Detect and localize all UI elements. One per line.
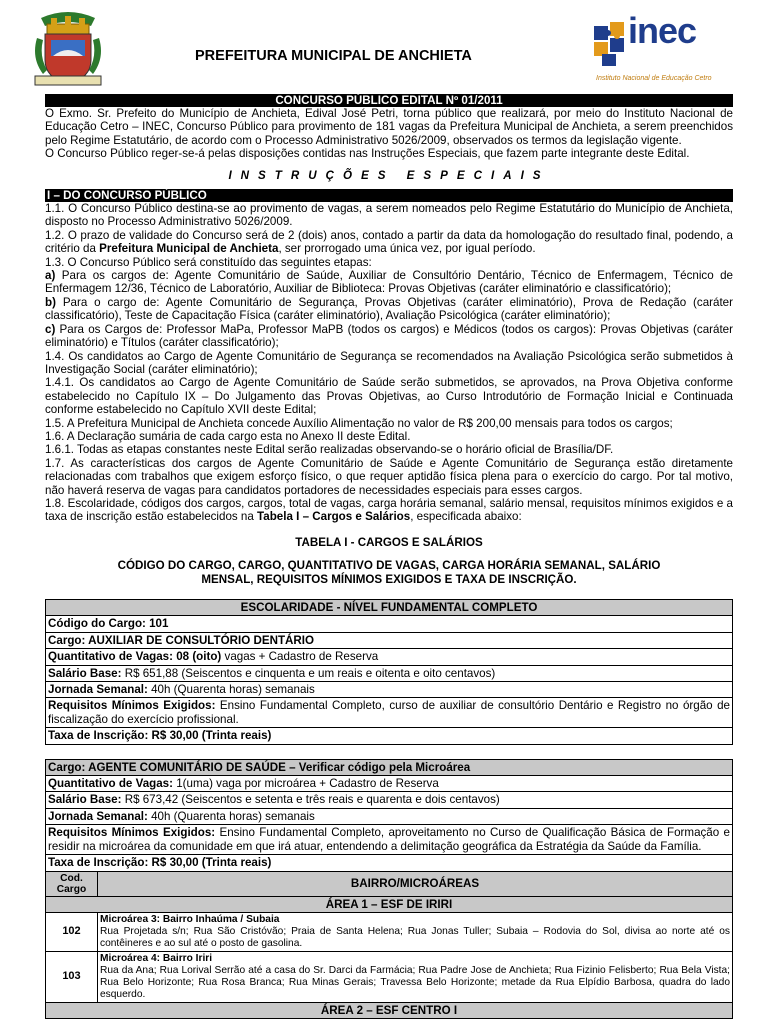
cargo-name: Cargo: AUXILIAR DE CONSULTÓRIO DENTÁRIO [46, 632, 733, 648]
cargo-table-101 [45, 599, 733, 745]
escolaridade-header: ESCOLARIDADE - NÍVEL FUNDAMENTAL COMPLETO [46, 600, 733, 616]
table-row [46, 698, 733, 728]
item-b: b) Para o cargo de: Agente Comunitário de Segurança, Provas Objetivas (caráter eliminatório), Prova de Redação (caráter classificatório), Teste de Capacitação Física (caráter eliminatório), Avaliação Psicológica (caráter eliminatório); [45, 295, 733, 323]
table-row [46, 825, 733, 855]
table-header-row [46, 600, 733, 616]
table-row [46, 632, 733, 648]
item-1-6: 1.6. A Declaração sumária de cada cargo esta no Anexo II deste Edital. [45, 429, 411, 443]
salario-base: Salário Base: R$ 651,88 (Seiscentos e cinquenta e um reais e oitenta e oito centavos) [46, 665, 733, 681]
jornada-semanal: Jornada Semanal: 40h (Quarenta horas) semanais [46, 808, 733, 824]
document-header [45, 0, 733, 94]
section-1-heading: I – DO CONCURSO PÚBLICO [45, 189, 733, 202]
page-title: PREFEITURA MUNICIPAL DE ANCHIETA [195, 48, 472, 64]
intro-paragraph-1: O Exmo. Sr. Prefeito do Município de Anchieta, Edival José Petri, torna público que realizará, por meio do Instituto Nacional de Educação Cetro – INEC, Concurso Público para provimento de 181 vagas da Prefeitura Municipal de Anchieta, a serem preenchidos pelo Regime Estatutário, de acordo com o Processo Administrativo 5026/2009, observados os termos da legislação vigente. [45, 107, 733, 147]
table-subcaption: CÓDIGO DO CARGO, CARGO, QUANTITATIVO DE VAGAS, CARGA HORÁRIA SEMANAL, SALÁRIO MENSAL, REQUISITOS MÍNIMOS EXIGIDOS E TAXA DE INSCRIÇÃO. [117, 559, 661, 586]
instrucoes-heading: INSTRUÇÕES ESPECIAIS [228, 168, 550, 182]
table-row [46, 776, 733, 792]
inec-logo [590, 10, 740, 90]
area-row [46, 896, 733, 912]
codigo-cargo: Código do Cargo: 101 [46, 616, 733, 632]
item-c: c) Para os Cargos de: Professor MaPa, Professor MaPB (todos os cargos) e Médicos (todos os cargos): Provas Objetivas (caráter eliminatório) e Títulos (caráter classificatório); [45, 322, 733, 350]
cod-cell: 102 [46, 912, 98, 951]
logo-wordmark: inec [628, 10, 697, 51]
requisitos: Requisitos Mínimos Exigidos: Ensino Fundamental Completo, curso de auxiliar de consultório Dentário e Registro no órgão de fiscalização do exercício profissional. [46, 698, 733, 728]
coat-of-arms-icon [33, 8, 103, 90]
area-row [46, 1002, 733, 1018]
item-1-7: 1.7. As características dos cargos de Agente Comunitário de Saúde e Agente Comunitário de Segurança estão diretamente relacionadas com trabalhos que exigem esforço físico, o que requer aptidão física plena para o exercício do cargo. Por tal motivo, não haverá reserva de vagas para candidatos portadores de necessidades especiais para esses cargos. [45, 456, 733, 497]
table-row [46, 951, 733, 1002]
quantitativo-vagas: Quantitativo de Vagas: 08 (oito) vagas + Cadastro de Reserva [46, 649, 733, 665]
microarea-cell: Microárea 4: Bairro Iriri Rua da Ana; Rua Lorival Serrão até a casa do Sr. Darci da Farmácia; Rua Padre Jose de Anchieta; Rua Fizinio Felisberto; Rua Bela Vista; Rua Belo Horizonte; Rua Rosa Branca; Rua Minas Gerais; Travessa Belo Horizonte; metade da Rua Elpídio Barbosa, quadra do lado esquerdo. [98, 951, 733, 1002]
area-2-header: ÁREA 2 – ESF CENTRO I [46, 1002, 733, 1018]
item-1-4: 1.4. Os candidatos ao Cargo de Agente Comunitário de Segurança se recomendados na Avaliação Psicológica serão submetidos à Investigação Social (caráter eliminatório); [45, 349, 733, 376]
area-1-header: ÁREA 1 – ESF DE IRIRI [46, 896, 733, 912]
puzzle-icon [590, 20, 632, 70]
table-row [46, 912, 733, 951]
microarea-cell: Microárea 3: Bairro Inhaúma / Subaia Rua Projetada s/n; Rua São Cristóvão; Praia de Santa Helena; Rua Jonas Tuller; Subaia – Rodovia do Sol, divisa ao norte até os contêineres e ao sul até o posto de gasolina. [98, 912, 733, 951]
table-row [46, 665, 733, 681]
item-a: a) Para os cargos de: Agente Comunitário de Saúde, Auxiliar de Consultório Dentário, Técnico de Enfermagem, Técnico de Enfermagem 12/36, Técnico de Laboratório, Auxiliar de Biblioteca: Provas Objetivas (caráter eliminatório e classificatório); [45, 269, 733, 296]
item-1-6-1: 1.6.1. Todas as etapas constantes neste Edital serão realizadas observando-se o horário oficial de Brasília/DF. [45, 443, 614, 457]
taxa-inscricao: Taxa de Inscrição: R$ 30,00 (Trinta reais) [46, 855, 733, 871]
taxa-inscricao: Taxa de Inscrição: R$ 30,00 (Trinta reais) [46, 728, 733, 744]
jornada-semanal: Jornada Semanal: 40h (Quarenta horas) semanais [46, 682, 733, 698]
table-row [46, 616, 733, 632]
edital-bar: CONCURSO PÚBLICO EDITAL Nº 01/2011 [45, 94, 733, 107]
item-1-2: 1.2. O prazo de validade do Concurso será de 2 (dois) anos, contado a partir da data da homologação do resultado final, podendo, a critério da Prefeitura Municipal de Anchieta, ser prorrogado uma única vez, por igual período. [45, 228, 733, 256]
table-row [46, 808, 733, 824]
quantitativo-vagas: Quantitativo de Vagas: 1(uma) vaga por microárea + Cadastro de Reserva [46, 776, 733, 792]
table-caption: TABELA I - CARGOS E SALÁRIOS [295, 535, 483, 549]
intro-paragraph-2: O Concurso Público reger-se-á pelas disposições contidas nas Instruções Especiais, que fazem parte integrante deste Edital. [45, 147, 690, 161]
table-header-row [46, 759, 733, 775]
col-bairro: BAIRRO/MICROÁREAS [98, 871, 733, 896]
table-row [46, 855, 733, 871]
table-row [46, 649, 733, 665]
item-1-3: 1.3. O Concurso Público será constituído das seguintes etapas: [45, 255, 372, 269]
requisitos: Requisitos Mínimos Exigidos: Ensino Fundamental Completo, aproveitamento no Curso de Qualificação Básica de Formação e residir na microárea da comunidade em que irá atuar, entendendo a delimitação geográfica da Estratégia da Saúde da Família. [46, 825, 733, 855]
table-header-row [46, 871, 733, 896]
table-row [46, 682, 733, 698]
salario-base: Salário Base: R$ 673,42 (Seiscentos e setenta e três reais e quarenta e dois centavos) [46, 792, 733, 808]
table-row [46, 728, 733, 744]
item-1-5: 1.5. A Prefeitura Municipal de Anchieta concede Auxílio Alimentação no valor de R$ 200,00 mensais para todos os cargos; [45, 416, 673, 430]
cod-cell: 103 [46, 951, 98, 1002]
cargo-table-acs [45, 759, 733, 1020]
logo-subtitle: Instituto Nacional de Educação Cetro [596, 75, 712, 82]
cargo-name: Cargo: AGENTE COMUNITÁRIO DE SAÚDE – Verificar código pela Microárea [46, 759, 733, 775]
item-1-8: 1.8. Escolaridade, códigos dos cargos, cargos, total de vagas, carga horária semanal, salário mensal, requisitos mínimos exigidos e a taxa de inscrição estão estabelecidos na Tabela I – Cargos e Salários, especificada abaixo: [45, 496, 733, 524]
col-cod-cargo: Cod. Cargo [46, 871, 98, 896]
table-row [46, 792, 733, 808]
item-1-4-1: 1.4.1. Os candidatos ao Cargo de Agente Comunitário de Saúde serão submetidos, se aprovados, na Prova Objetiva conforme estabelecido no Capítulo IX – Do Julgamento das Provas Objetivas, ao Curso Introdutório de Formação Inicial e Continuada conforme estabelecido no Capítulo XVII deste Edital; [45, 376, 733, 417]
item-1-1: 1.1. O Concurso Público destina-se ao provimento de vagas, a serem nomeados pelo Regime Estatutário do Município de Anchieta, disposto no Processo Administrativo 5026/2009. [45, 202, 733, 229]
